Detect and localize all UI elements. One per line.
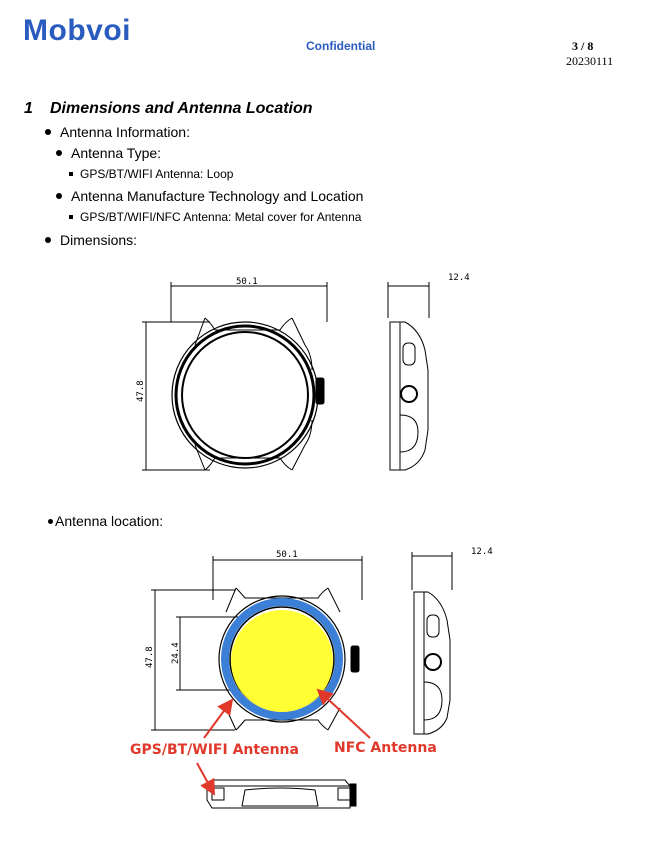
nfc-antenna-label: NFC Antenna: [334, 740, 437, 756]
watch-side-view: [388, 282, 429, 470]
depth-dimension-label: 12.4: [448, 273, 470, 283]
document-date: 20230111: [566, 54, 614, 68]
confidential-label: Confidential: [306, 39, 376, 53]
list-item-label: Antenna Manufacture Technology and Location: [71, 188, 364, 204]
list-item-label: Dimensions:: [60, 232, 138, 248]
section-title: Dimensions and Antenna Location: [50, 100, 313, 117]
inner-dimension-label: 24.4: [171, 642, 181, 664]
company-logo: Mobvoi: [23, 14, 131, 47]
section-number: 1: [24, 100, 33, 117]
height-dimension-label: 47.8: [136, 380, 146, 402]
nfc-antenna-area: [231, 610, 333, 712]
list-item-label: GPS/BT/WIFI Antenna: Loop: [80, 167, 234, 181]
width-dimension-label: 50.1: [236, 277, 258, 287]
list-item-label: Antenna Type:: [71, 145, 162, 161]
height-dimension-label-2: 47.8: [145, 646, 155, 668]
watch-bottom-view: [207, 780, 356, 808]
watch-front-view: [142, 282, 327, 470]
watch-antenna-side-view: [412, 552, 452, 734]
width-dimension-label-2: 50.1: [276, 550, 298, 560]
list-item-label: Antenna Information:: [60, 124, 190, 140]
list-item-label: GPS/BT/WIFI/NFC Antenna: Metal cover for Antenna: [80, 210, 362, 224]
list-item-label: Antenna location:: [55, 513, 164, 529]
gps-antenna-label: GPS/BT/WIFI Antenna: [130, 742, 299, 758]
page-number: 3 / 8: [572, 39, 594, 53]
depth-dimension-label-2: 12.4: [471, 547, 493, 557]
